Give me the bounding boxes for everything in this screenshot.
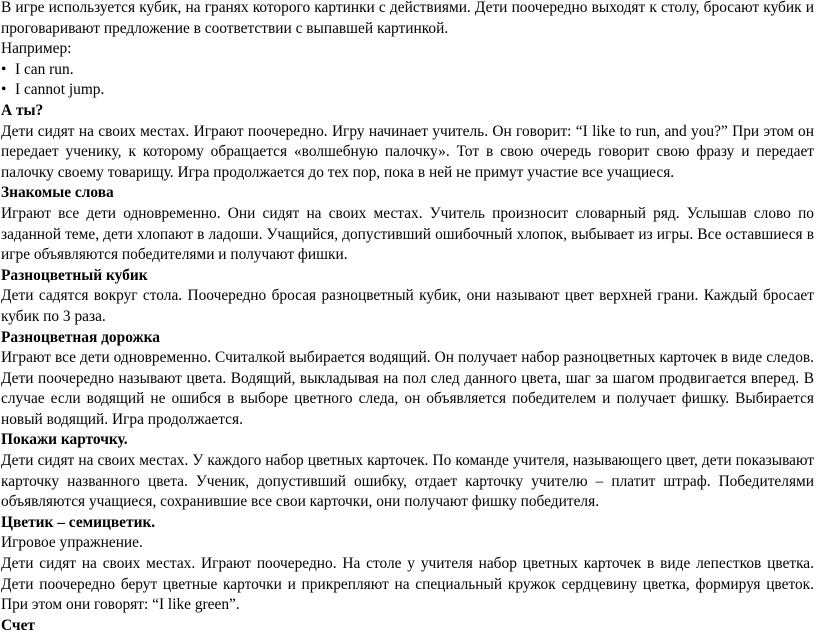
section-paragraph: Играют все дети одновременно. Они сидят на своих местах. Учитель произносит словарный ряд. Услышав слово по заданной теме, дети хлопают в ладоши. Учащийся, допустивший ошибочный хлопок, выбывает из игры. Все оставшиеся в игре объявляются победителями и получают фишки.: [1, 204, 814, 264]
section-paragraph: Играют все дети одновременно. Считалкой выбирается водящий. Он получает набор разноцветных карточек в виде следов. Дети поочередно называют цвета. Водящий, выкладывая на пол след данного цвета, шаг за шагом продвигается вперед. В случае если водящий не ошибся в выборе цветного следа, он объявляется победителем и получает фишку. Выбирается новый водящий. Игра продолжается.: [1, 349, 814, 428]
section-heading-cvetik-semicvetik: Цветик – семицветик.: [1, 513, 156, 531]
section-heading-raznocvetnyj-kubik: Разноцветный кубик: [1, 266, 148, 284]
section-paragraph: Дети сидят на своих местах. Играют поочередно. На столе у учителя набор цветных карточек в виде лепестков цветка. Дети поочередно берут цветные карточки и прикрепляют на специальный кружок сердцевину цветка, формируя цветок. При этом они говорят: “I like green”.: [1, 555, 814, 614]
document-page: [1, 0, 814, 636]
example-label: Например:: [1, 40, 72, 58]
list-item: [1, 60, 814, 81]
intro-paragraph: В игре используется кубик, на гранях которого картинки с действиями. Дети поочередно выходят к столу, бросают кубик и проговаривают предложение в соответствии с выпавшей картинкой.: [1, 0, 814, 37]
section-heading-raznocvetnaya-dorozhka: Разноцветная дорожка: [1, 328, 160, 346]
section-paragraph: Игровое упражнение.: [1, 534, 143, 552]
section-heading-pokazhi-kartochku: Покажи карточку.: [1, 431, 128, 449]
section-paragraph: Дети сидят на своих местах. Играют поочередно. Игру начинает учитель. Он говорит: “I like to run, and you?” При этом он передает ученику, к которому обращается «волшебную палочку». Тот в свою очередь говорит свою фразу и передает палочку своему товарищу. Игра продолжается до тех пор, пока в ней не примут участие все учащиеся.: [1, 122, 814, 181]
section-heading-schet: Счет: [1, 616, 35, 634]
bullet-icon: •: [1, 60, 7, 78]
section-paragraph: Дети садятся вокруг стола. Поочередно бросая разноцветный кубик, они называют цвет верхней грани. Каждый бросает кубик по 3 раза.: [1, 287, 814, 325]
section-heading-znakomye-slova: Знакомые слова: [1, 184, 114, 202]
list-item-text: I cannot jump.: [15, 81, 105, 99]
section-heading-a-ty: А ты?: [1, 101, 44, 119]
list-item: [1, 80, 814, 101]
bullet-icon: •: [1, 81, 7, 99]
section-paragraph: Дети сидят на своих местах. У каждого набор цветных карточек. По команде учителя, называющего цвет, дети показывают карточку названного цвета. Ученик, допустивший ошибку, отдает карточку учителю – платит штраф. Победителями объявляются учащиеся, сохранившие все свои карточки, они получают фишку победителя.: [1, 452, 814, 511]
list-item-text: I can run.: [15, 60, 74, 78]
